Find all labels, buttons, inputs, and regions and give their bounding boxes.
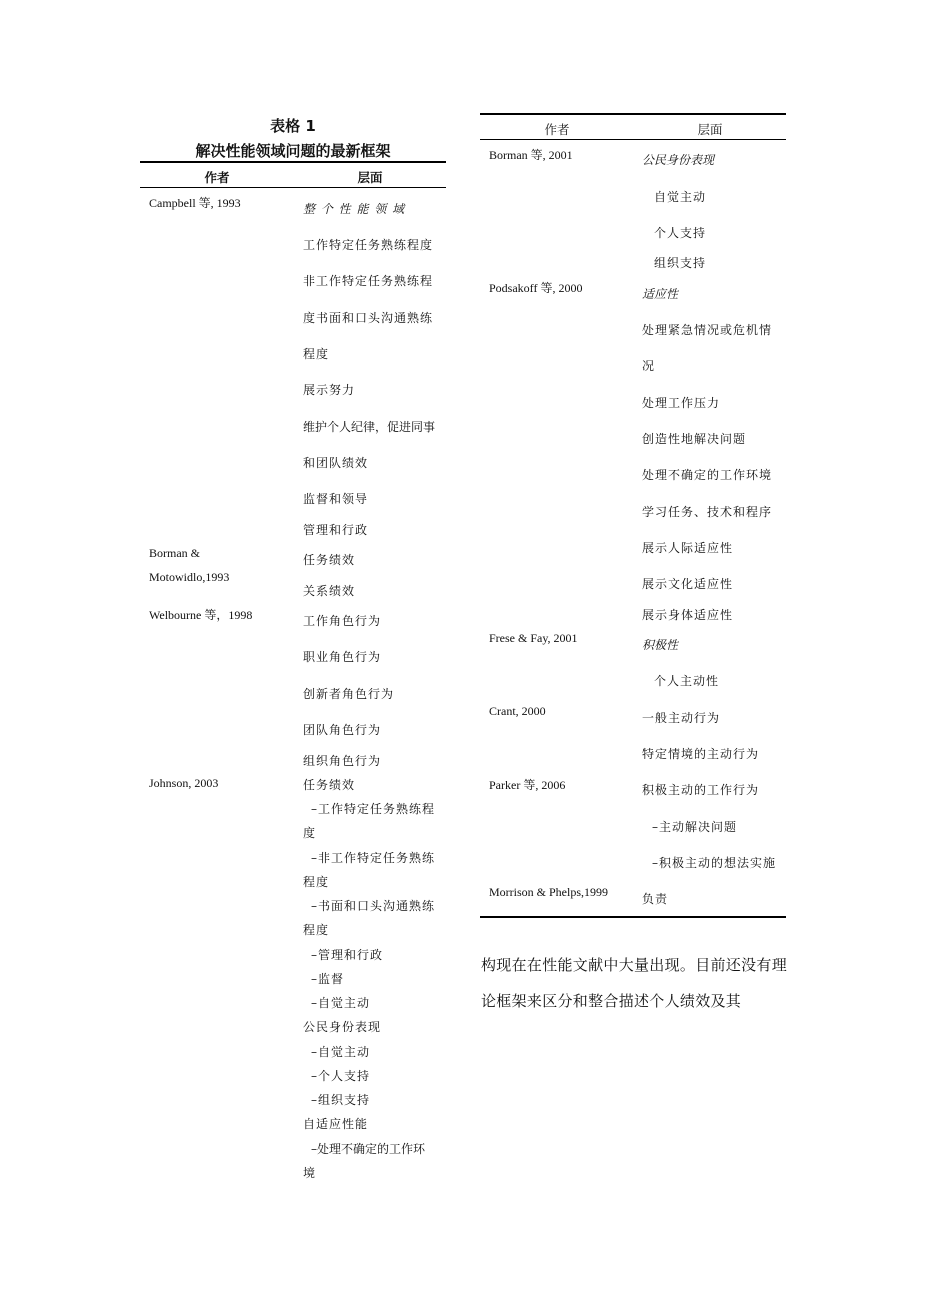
author-cell: Crant, 2000 <box>489 704 546 718</box>
level-cell: –个人支持 <box>311 1069 371 1083</box>
level-cell: –管理和行政 <box>311 948 384 962</box>
level-cell: 处理工作压力 <box>642 396 721 410</box>
level-cell: 特定情境的主动行为 <box>642 747 760 761</box>
author-cell: Borman & <box>149 546 200 560</box>
level-cell: 个人支持 <box>654 226 707 240</box>
table-header-rule <box>480 139 786 140</box>
level-cell: 程度 <box>303 347 330 361</box>
author-cell: Johnson, 2003 <box>149 776 219 790</box>
level-cell: 负责 <box>642 892 669 906</box>
level-cell: 个人主动性 <box>654 674 720 688</box>
level-cell: 非工作特定任务熟练程 <box>303 274 434 288</box>
body-paragraph-line: 论框架来区分和整合描述个人绩效及其 <box>481 992 742 1010</box>
level-cell: 公民身份表现 <box>303 1020 382 1034</box>
table-bottom-rule <box>480 916 786 918</box>
level-cell: 程度 <box>303 923 330 937</box>
level-cell: 组织支持 <box>654 256 707 270</box>
level-cell: 自觉主动 <box>654 190 707 204</box>
level-cell: 职业角色行为 <box>303 650 382 664</box>
level-cell: 任务绩效 <box>303 778 356 792</box>
level-cell: 工作特定任务熟练程度 <box>303 238 434 252</box>
level-cell: 展示人际适应性 <box>642 541 734 555</box>
level-cell: 关系绩效 <box>303 584 356 598</box>
level-cell: 创新者角色行为 <box>303 687 395 701</box>
table-top-rule <box>140 161 446 163</box>
level-cell: 度书面和口头沟通熟练 <box>303 311 434 325</box>
author-cell: Borman 等, 2001 <box>489 148 573 162</box>
level-cell: –工作特定任务熟练程 <box>311 802 436 816</box>
level-cell: 管理和行政 <box>303 523 369 537</box>
level-cell: 自适应性能 <box>303 1117 369 1131</box>
level-cell: 处理不确定的工作环境 <box>642 468 773 482</box>
level-cell: –自觉主动 <box>311 996 371 1010</box>
column-header-author: 作者 <box>544 122 570 137</box>
table-header-rule <box>140 187 446 188</box>
level-cell: 况 <box>642 359 655 373</box>
level-cell: –书面和口头沟通熟练 <box>311 899 436 913</box>
level-cell: –监督 <box>311 972 345 986</box>
level-cell: 展示努力 <box>303 383 356 397</box>
level-cell: 团队角色行为 <box>303 723 382 737</box>
level-cell: 组织角色行为 <box>303 754 382 768</box>
author-cell: Parker 等, 2006 <box>489 778 566 792</box>
author-cell: Morrison & Phelps,1999 <box>489 885 609 899</box>
level-cell: –处理不确定的工作环 <box>311 1142 426 1156</box>
author-cell: Motowidlo,1993 <box>149 570 230 584</box>
level-cell: 展示身体适应性 <box>642 608 734 622</box>
author-cell: Campbell 等, 1993 <box>149 196 241 210</box>
level-cell: –非工作特定任务熟练 <box>311 851 436 865</box>
level-cell: –自觉主动 <box>311 1045 371 1059</box>
level-cell: 公民身份表现 <box>642 153 715 167</box>
column-header-level: 层面 <box>357 170 383 185</box>
column-header-level: 层面 <box>697 122 723 137</box>
level-cell: 展示文化适应性 <box>642 577 734 591</box>
level-cell: 程度 <box>303 875 330 889</box>
level-cell: 监督和领导 <box>303 492 369 506</box>
level-cell: 创造性地解决问题 <box>642 432 747 446</box>
level-cell: 处理紧急情况或危机情 <box>642 323 773 337</box>
table-caption-number: 表格 1 <box>270 117 316 135</box>
level-cell: 度 <box>303 826 317 840</box>
level-cell: 学习任务、技术和程序 <box>642 505 773 519</box>
body-paragraph-line: 构现在在性能文献中大量出现。目前还没有理 <box>481 956 788 974</box>
table-caption-title: 解决性能领域问题的最新框架 <box>195 142 391 160</box>
level-cell: 和团队绩效 <box>303 456 369 470</box>
level-cell: 一般主动行为 <box>642 711 721 725</box>
level-cell: –组织支持 <box>311 1093 371 1107</box>
table-top-rule <box>480 113 786 115</box>
author-cell: Welbourne 等，1998 <box>149 608 253 622</box>
level-cell: 工作角色行为 <box>303 614 382 628</box>
level-cell: 适应性 <box>642 287 679 301</box>
level-cell: 积极性 <box>642 638 679 652</box>
level-cell: –积极主动的想法实施 <box>652 856 777 870</box>
level-cell: –主动解决问题 <box>652 820 738 834</box>
level-cell: 积极主动的工作行为 <box>642 783 760 797</box>
level-cell: 境 <box>303 1166 316 1180</box>
author-cell: Podsakoff 等, 2000 <box>489 281 583 295</box>
level-cell: 任务绩效 <box>303 553 356 567</box>
level-cell: 整 个 性 能 领 域 <box>303 202 406 216</box>
author-cell: Frese & Fay, 2001 <box>489 631 578 645</box>
column-header-author: 作者 <box>204 170 230 185</box>
level-cell: 维护个人纪律，促进同事 <box>303 420 436 434</box>
